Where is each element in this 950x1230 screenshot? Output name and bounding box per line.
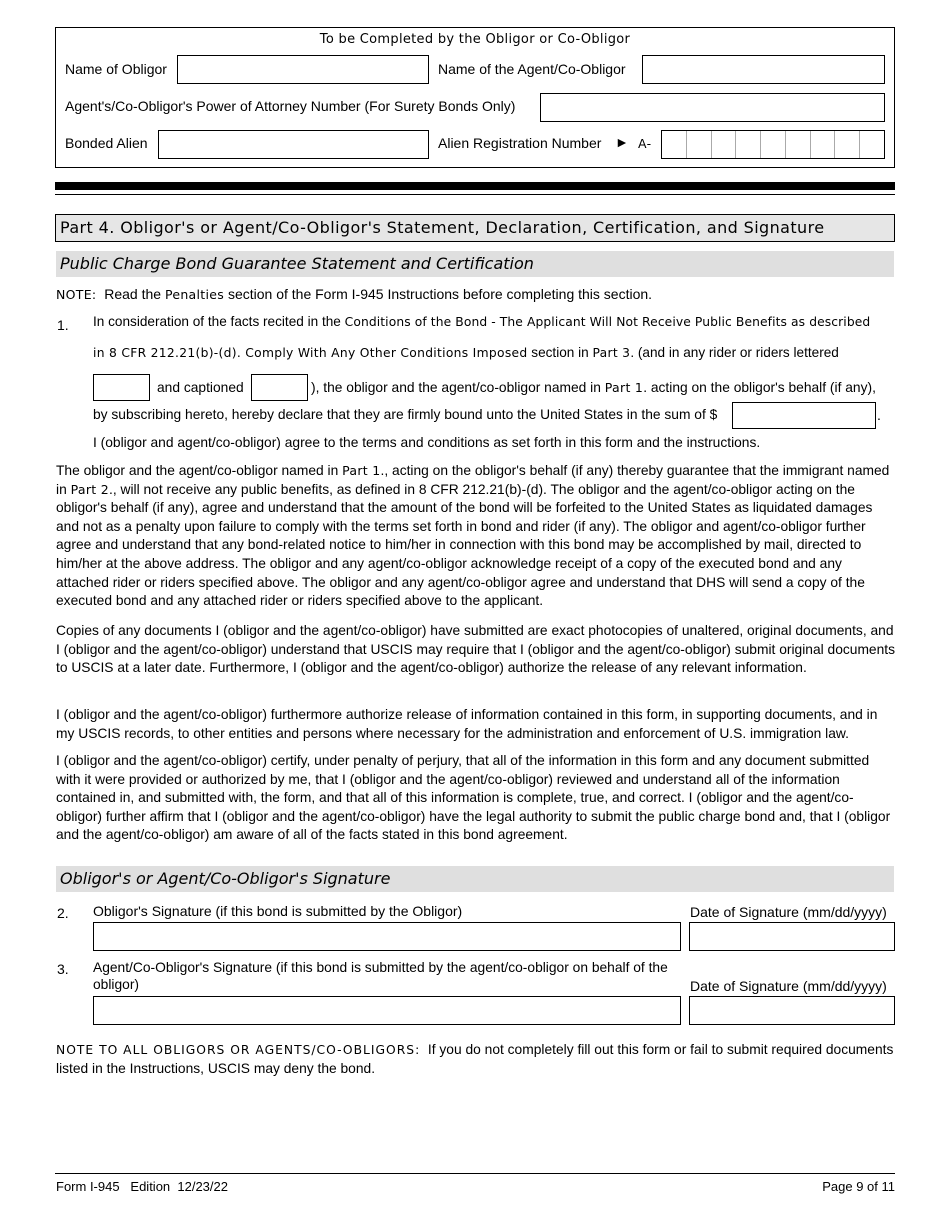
item-1-section-in: section in [531,345,589,360]
note-label: NOTE: [56,287,97,302]
bond-sum-input[interactable] [732,402,876,429]
item-1-part3-ref: Part 3 [592,346,631,360]
item-1-line-2 [93,345,839,360]
final-note-text: If you do not completely fill out this form or fail to submit required documents listed in the Instructions, USCIS may deny the bond. [56,1042,894,1076]
copies-paragraph: Copies of any documents I (obligor and the agent/co-obligor) have submitted are exact photocopies of unaltered, original documents, and I (obligor and the agent/co-obligor) understand that USCIS may require that I (obligor and the agent/co-obligor) submit original documents to USCIS at a later date. Furthermore, I (obligor and the agent/co-obligor) authorize the release of any relevant information. [56,623,896,676]
obligor-signature-input[interactable] [93,922,681,951]
alien-registration-label: Alien Registration Number [438,135,602,151]
and-captioned-label: and captioned [157,380,244,395]
item-2-number: 2. [57,905,69,921]
obligor-signature-date-input[interactable] [689,922,895,951]
poa-number-input[interactable] [540,93,885,122]
name-of-obligor-input[interactable] [177,55,429,84]
arrow-right-icon: ► [615,134,629,150]
name-of-obligor-label: Name of Obligor [65,61,167,77]
obligor-signature-label: Obligor's Signature (if this bond is submitted by the Obligor) [93,903,463,919]
guarantee-text-b: ., acting on the obligor's behalf (if any) thereby guarantee that the immigrant named in [56,463,890,497]
rider-lettered-input[interactable] [93,374,150,401]
release-paragraph: I (obligor and the agent/co-obligor) furthermore authorize release of information contained in this form, in supporting documents, and in my USCIS records, to other entities and persons where necessary for the administration and enforcement of U.S. immigration law. [56,707,878,741]
public-charge-section-title: Public Charge Bond Guarantee Statement and Certification [56,251,894,277]
certification-paragraph: I (obligor and the agent/co-obligor) certify, under penalty of perjury, that all of the information in this form and any document submitted with it were provided or authorized by me, that I (obligor and the agent/co-obligor) reviewed and understand all of the information contained in, and submitted with, the form, and that all of this information is complete, true, and correct. I (obligor and the agent/co-obligor) further affirm that I (obligor and the agent/co-obligor) have the legal authority to submit the public charge bond and, that I (obligor and the agent/co-obligor) am aware of all of the facts stated in this bond agreement. [56,753,891,843]
guarantee-part2-ref: Part 2 [70,481,109,497]
guarantee-paragraph [56,462,896,611]
section-divider-thick [55,182,895,190]
item-1-cfr-ref: in 8 CFR 212.21(b)-(d). Comply With Any Other Conditions Imposed [93,346,528,360]
name-of-agent-input[interactable] [642,55,885,84]
item-1-line-3 [311,380,876,395]
signature-section-title: Obligor's or Agent/Co-Obligor's Signature [56,866,894,892]
item-1-obligor-text: ), the obligor and the agent/co-obligor named in [311,380,601,395]
item-1-line-1 [93,314,870,329]
item-1-line-4: by subscribing hereto, hereby declare that they are firmly bound unto the United States in the sum of $ [93,407,718,422]
item-1-line-5: I (obligor and agent/co-obligor) agree to the terms and conditions as set forth in this form and the instructions. [93,435,761,450]
final-note-label: NOTE TO ALL OBLIGORS OR AGENTS/CO-OBLIGORS: [56,1043,421,1057]
item-1-text-a: In consideration of the facts recited in the [93,314,341,329]
note-text-b: section of the Form I-945 Instructions before completing this section. [227,286,653,302]
section-divider-thin [55,194,895,195]
guarantee-text-a: The obligor and the agent/co-obligor named in [56,463,339,478]
item-1-number: 1. [57,317,69,333]
note-penalties: Penalties [164,287,225,302]
part4-title: Part 4. Obligor's or Agent/Co-Obligor's Statement, Declaration, Certification, and Signature [55,214,895,242]
item-3-number: 3. [57,961,69,977]
footer-page-number: Page 9 of 11 [822,1179,895,1194]
bonded-alien-input[interactable] [158,130,429,159]
footer-rule [55,1173,895,1174]
note-line [56,286,652,302]
alien-number-prefix: A- [638,136,652,151]
agent-signature-label: Agent/Co-Obligor's Signature (if this bond is submitted by the agent/co-obligor on behalf of the obligor) [93,960,668,992]
item-1-conditions-ref: Conditions of the Bond - The Applicant Will Not Receive Public Benefits as described [344,315,871,329]
item-1-behalf-text: . acting on the obligor's behalf (if any), [643,380,876,395]
item-1-rider-text: . (and in any rider or riders lettered [630,345,839,360]
agent-signature-date-input[interactable] [689,996,895,1025]
note-text-a: Read the [104,286,162,302]
poa-number-label: Agent's/Co-Obligor's Power of Attorney Number (For Surety Bonds Only) [65,98,516,114]
item-1-part1-ref: Part 1 [604,380,644,395]
alien-registration-number-input[interactable] [661,130,885,159]
footer-form-id: Form I-945 Edition 12/23/22 [56,1179,228,1194]
bonded-alien-label: Bonded Alien [65,135,148,151]
agent-signature-date-label: Date of Signature (mm/dd/yyyy) [690,978,887,994]
bond-sum-period: . [877,407,881,423]
agent-signature-input[interactable] [93,996,681,1025]
obligor-signature-date-label: Date of Signature (mm/dd/yyyy) [690,904,887,920]
rider-captioned-input[interactable] [251,374,308,401]
final-note-paragraph [56,1041,896,1078]
panel-heading: To be Completed by the Obligor or Co-Obligor [319,32,631,47]
name-of-agent-label: Name of the Agent/Co-Obligor [438,61,626,77]
guarantee-text-c: ., will not receive any public benefits, as defined in 8 CFR 212.21(b)-(d). The obligor and the agent/co-obligor acting on the obligor's behalf (if any), agree and understand that the amount of the bond will be forfeited to the United States as liquidated damages and not as a penalty upon failure to comply with the terms set forth in bond and rider (if any). The obligor and agent/co-obligor further agree and understand that any bond-related notice to him/her in connection with this bond may be accomplished by mail, directed to him/her at the above address. The obligor and any agent/co-obligor acknowledge receipt of a copy of the executed bond and any attached rider or riders specified above. The obligor and any agent/co-obligor agree and understand that DHS will send a copy of the executed bond and any attached rider or riders specified above to the applicant. [56,481,873,609]
guarantee-part1-ref: Part 1 [342,463,381,478]
